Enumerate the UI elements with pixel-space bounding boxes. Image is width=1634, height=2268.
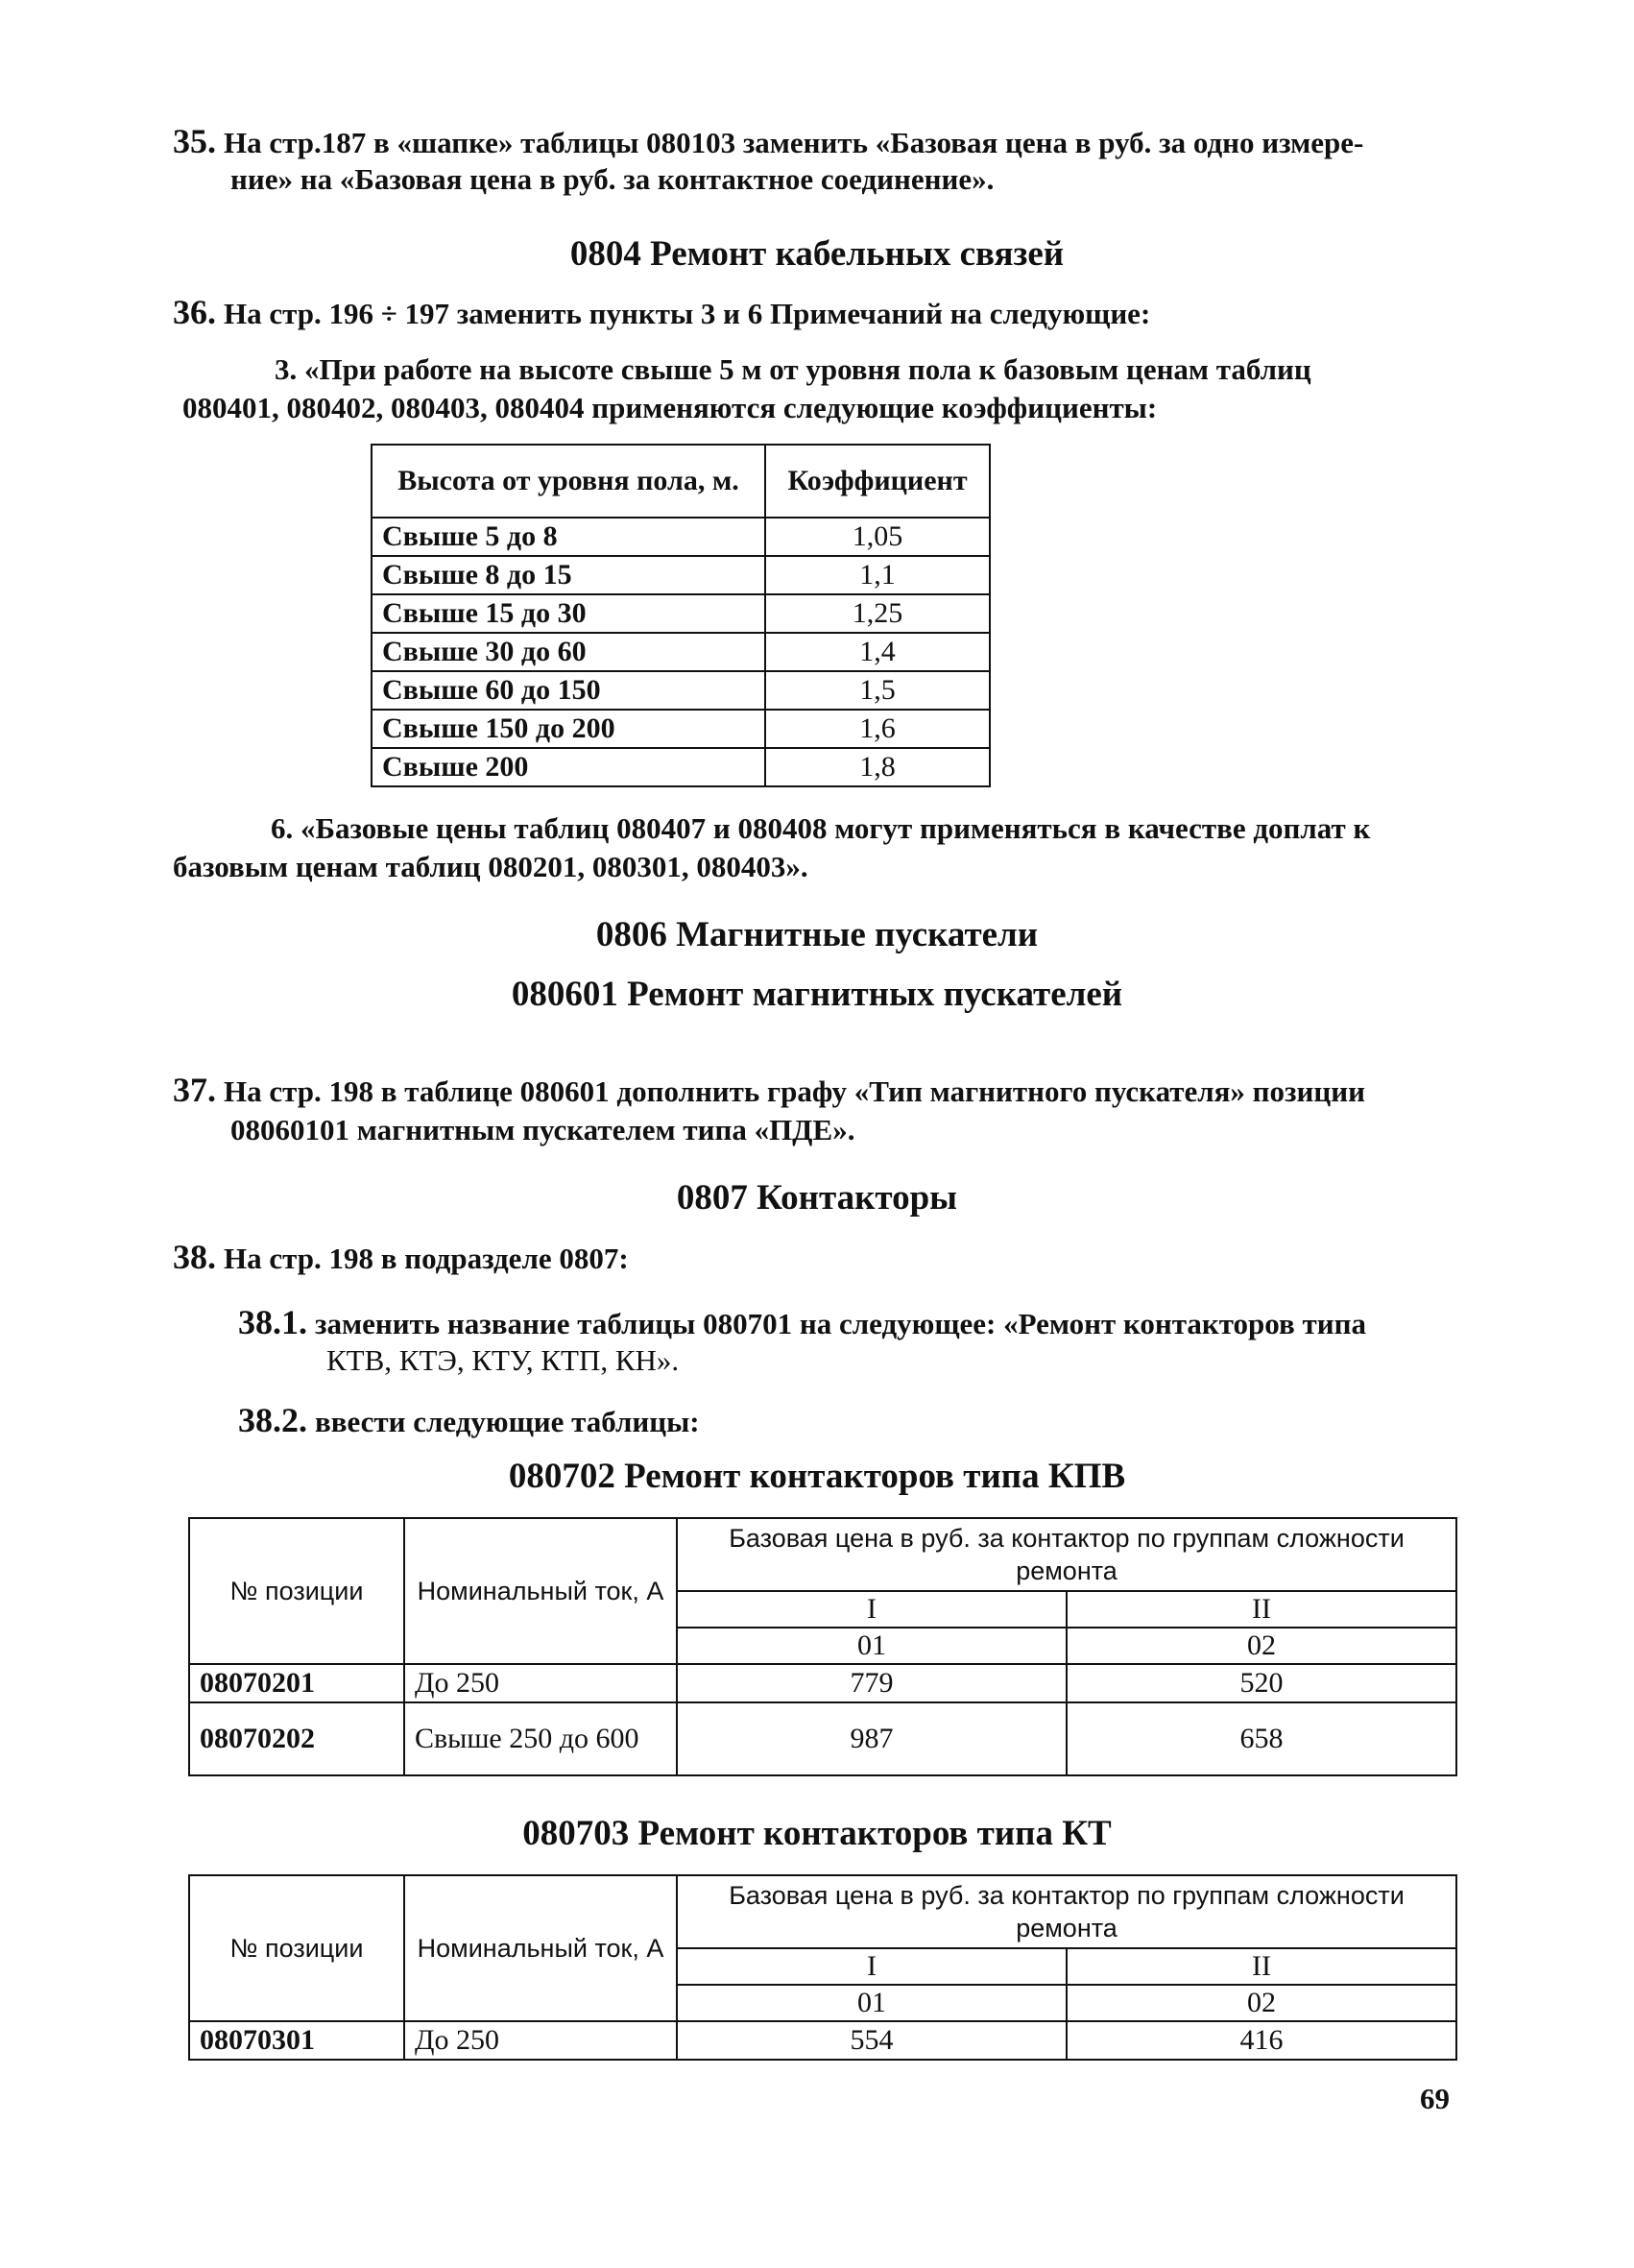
table-header-row — [372, 445, 990, 518]
page-number: 69 — [1420, 2082, 1450, 2115]
item-37-line1: 37. На стр. 198 в таблице 080601 дополнить графу «Тип магнитного пускателя» позиции — [173, 1071, 1365, 1109]
table-row: Свыше 8 до 15 1,1 — [372, 556, 990, 594]
header-code-1: 01 — [677, 1985, 1067, 2021]
item-38-2-line1: 38.2. ввести следующие таблицы: — [238, 1401, 700, 1439]
table-row: Свыше 150 до 200 1,6 — [372, 710, 990, 748]
table-row: Свыше 5 до 8 1,05 — [372, 518, 990, 556]
header-price: Базовая цена в руб. за контактор по группам сложности ремонта — [677, 1875, 1456, 1948]
sub-item-number: 38.1. — [238, 1303, 307, 1341]
note-6-line2: базовым ценам таблиц 080201, 080301, 080403». — [173, 850, 808, 883]
table-row: Свыше 30 до 60 1,4 — [372, 633, 990, 671]
section-title-0807: 0807 Контакторы — [676, 1178, 958, 1218]
section-title-0806: 0806 Магнитные пускатели — [595, 915, 1039, 954]
table-080703-title: 080703 Ремонт контакторов типа КТ — [522, 1814, 1112, 1853]
header-coefficient: Коэффициент — [765, 445, 990, 518]
table-row: 08070202 Свыше 250 до 600 987 658 — [189, 1702, 1456, 1775]
item-38-1-line1: 38.1. заменить название таблицы 080701 на следующее: «Ремонт контакторов типа — [238, 1303, 1366, 1341]
header-group-2: II — [1067, 1948, 1456, 1985]
table-row: Свыше 200 1,8 — [372, 748, 990, 786]
header-group-1: I — [677, 1948, 1067, 1985]
header-code-2: 02 — [1067, 1985, 1456, 2021]
header-position: № позиции — [189, 1875, 404, 2021]
table-080702-title: 080702 Ремонт контакторов типа КПВ — [508, 1457, 1126, 1496]
item-36-line1: 36. На стр. 196 ÷ 197 заменить пункты 3 и 6 Примечаний на следующие: — [173, 293, 1151, 331]
note-3-line2: 080401, 080402, 080403, 080404 применяются следующие коэффициенты: — [182, 391, 1158, 424]
header-current: Номинальный ток, А — [404, 1875, 677, 2021]
header-current: Номинальный ток, А — [404, 1518, 677, 1664]
header-position: № позиции — [189, 1518, 404, 1664]
header-code-1: 01 — [677, 1628, 1067, 1664]
table-header-row — [189, 1518, 1456, 1591]
header-group-2: II — [1067, 1591, 1456, 1628]
section-title-0804: 0804 Ремонт кабельных связей — [569, 234, 1065, 274]
table-080703 — [188, 1874, 1457, 2061]
table-row: Свыше 15 до 30 1,25 — [372, 594, 990, 633]
header-group-1: I — [677, 1591, 1067, 1628]
header-price: Базовая цена в руб. за контактор по группам сложности ремонта — [677, 1518, 1456, 1591]
item-35-line2: ние» на «Базовая цена в руб. за контактное соединение». — [230, 162, 995, 196]
table-header-row — [189, 1875, 1456, 1948]
header-code-2: 02 — [1067, 1628, 1456, 1664]
note-3-line1: 3. «При работе на высоте свыше 5 м от уровня пола к базовым ценам таблиц — [275, 352, 1311, 386]
height-coefficient-table — [371, 444, 991, 787]
section-subtitle-080601: 080601 Ремонт магнитных пускателей — [511, 975, 1123, 1014]
item-37-line2: 08060101 магнитным пускателем типа «ПДЕ». — [230, 1113, 855, 1146]
item-number: 37. — [173, 1071, 216, 1109]
item-number: 38. — [173, 1238, 216, 1276]
item-number: 36. — [173, 293, 216, 331]
table-row: 08070201 До 250 779 520 — [189, 1664, 1456, 1702]
note-6-line1: 6. «Базовые цены таблиц 080407 и 080408 могут применяться в качестве доплат к — [271, 811, 1371, 845]
item-38-line1: 38. На стр. 198 в подразделе 0807: — [173, 1238, 629, 1276]
table-row: 08070301 До 250 554 416 — [189, 2021, 1456, 2060]
header-height: Высота от уровня пола, м. — [372, 445, 765, 518]
item-number: 35. — [173, 122, 216, 160]
item-35-line1: 35. На стр.187 в «шапке» таблицы 080103 заменить «Базовая цена в руб. за одно измере- — [173, 122, 1364, 160]
sub-item-number: 38.2. — [238, 1401, 307, 1439]
table-080702 — [188, 1517, 1457, 1776]
item-38-1-line2: КТВ, КТЭ, КТУ, КТП, КН». — [326, 1343, 680, 1377]
table-row: Свыше 60 до 150 1,5 — [372, 671, 990, 710]
